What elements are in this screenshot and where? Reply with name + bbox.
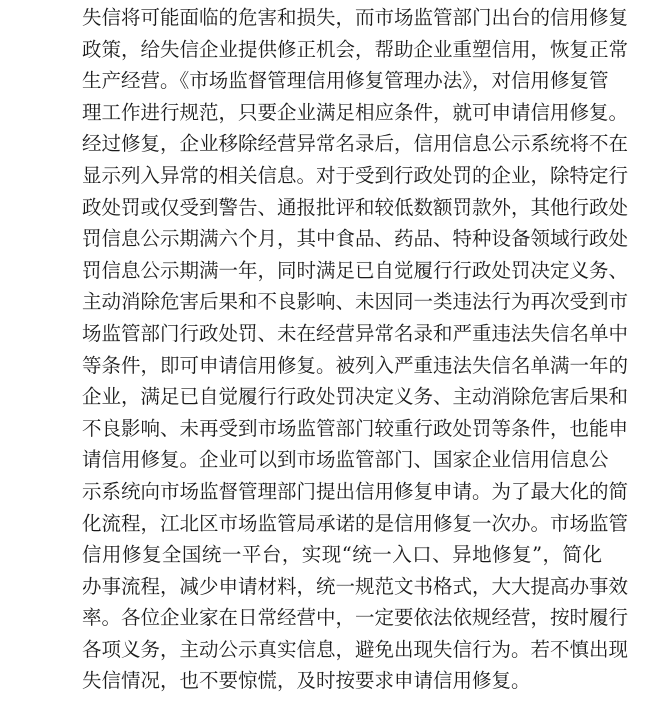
text-line: 请信用修复。企业可以到市场监管部门、国家企业信用信息公 (82, 448, 609, 472)
text-line: 率。各位企业家在日常经营中，一定要依法依规经营，按时履行 (82, 606, 629, 630)
text-line: 企业，满足已自觉履行行政处罚决定义务、主动消除危害后果和 (82, 385, 629, 409)
text-line: 经过修复，企业移除经营异常名录后，信用信息公示系统将不在 (82, 132, 629, 156)
text-line: 化流程，江北区市场监管局承诺的是信用修复一次办。市场监管 (82, 511, 629, 535)
body-paragraph (82, 2, 629, 697)
text-line: 办事流程，减少申请材料，统一规范文书格式，大大提高办事效 (82, 574, 629, 598)
text-line: 各项义务，主动公示真实信息，避免出现失信行为。若不慎出现 (82, 637, 629, 661)
text-line: 信用修复全国统一平台，实现“统一入口、异地修复”，简化 (82, 543, 602, 567)
text-line: 示系统向市场监督管理部门提出信用修复申请。为了最大化的简 (82, 479, 629, 503)
text-line: 显示列入异常的相关信息。对于受到行政处罚的企业，除特定行 (82, 163, 629, 187)
text-line: 罚信息公示期满六个月，其中食品、药品、特种设备领域行政处 (82, 227, 629, 251)
text-line: 罚信息公示期满一年，同时满足已自觉履行行政处罚决定义务、 (82, 258, 629, 282)
text-line: 失信情况，也不要惊慌，及时按要求申请信用修复。 (82, 669, 531, 693)
text-line: 政策，给失信企业提供修正机会，帮助企业重塑信用，恢复正常 (82, 37, 629, 61)
text-line: 等条件，即可申请信用修复。被列入严重违法失信名单满一年的 (82, 353, 629, 377)
text-line: 政处罚或仅受到警告、通报批评和较低数额罚款外，其他行政处 (82, 195, 629, 219)
text-line: 生产经营。《市场监督管理信用修复管理办法》，对信用修复管 (82, 69, 609, 93)
text-line: 理工作进行规范，只要企业满足相应条件，就可申请信用修复。 (82, 100, 629, 124)
text-line: 不良影响、未再受到市场监管部门较重行政处罚等条件，也能申 (82, 416, 629, 440)
text-line: 场监管部门行政处罚、未在经营异常名录和严重违法失信名单中 (82, 321, 629, 345)
text-line: 失信将可能面临的危害和损失，而市场监管部门出台的信用修复 (82, 6, 629, 29)
text-line: 主动消除危害后果和不良影响、未因同一类违法行为再次受到市 (82, 290, 629, 314)
